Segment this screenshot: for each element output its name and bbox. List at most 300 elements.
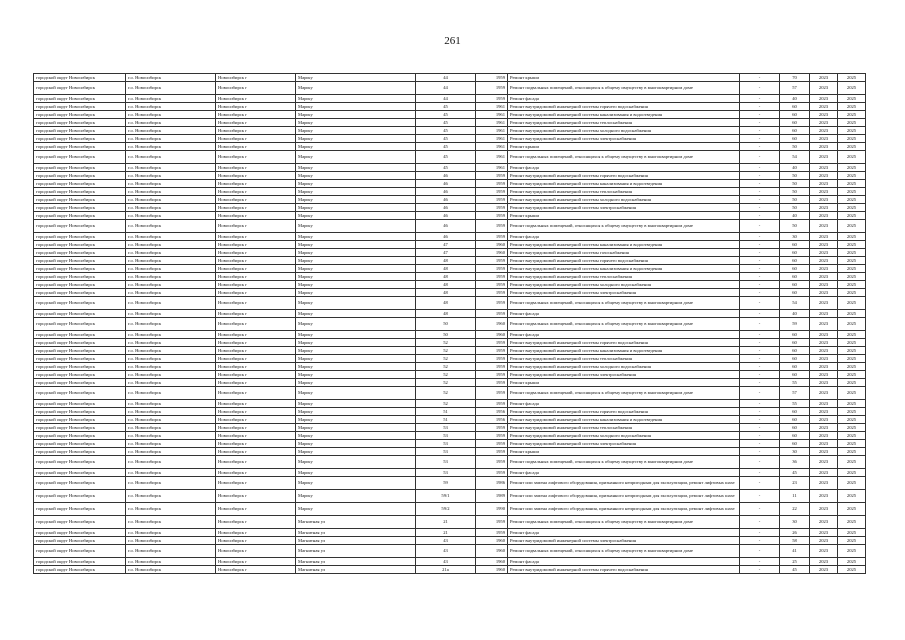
- cell-house: 45: [416, 103, 476, 111]
- cell-work: Ремонт фасада: [508, 331, 740, 339]
- cell-work: Ремонт внутридомовой инженерной системы холодного водоснабжения: [508, 196, 740, 204]
- cell-district: городской округ Новосибирск: [34, 363, 126, 371]
- cell-house: 48: [416, 297, 476, 310]
- cell-year: 1959: [476, 74, 508, 82]
- cell-street: Марьчу: [296, 196, 416, 204]
- cell-end: 2025: [838, 558, 866, 566]
- cell-district: городской округ Новосибирск: [34, 212, 126, 220]
- cell-work: Ремонт внутридомовой инженерной системы теплоснабжения: [508, 355, 740, 363]
- cell-start: 2023: [810, 363, 838, 371]
- cell-cost: 30: [780, 448, 810, 456]
- table-row: [34, 196, 866, 204]
- cell-settlement: Новосибирск г: [216, 379, 296, 387]
- cell-end: 2025: [838, 111, 866, 119]
- cell-end: 2025: [838, 281, 866, 289]
- cell-start: 2023: [810, 172, 838, 180]
- cell-end: 2025: [838, 477, 866, 490]
- cell-district: городской округ Новосибирск: [34, 416, 126, 424]
- table-row: [34, 249, 866, 257]
- table-row: [34, 477, 866, 490]
- cell-year: 1960: [476, 241, 508, 249]
- cell-house: 43: [416, 545, 476, 558]
- cell-district: городской округ Новосибирск: [34, 456, 126, 469]
- cell-city: г.о. Новосибирск: [126, 297, 216, 310]
- cell-settlement: Новосибирск г: [216, 204, 296, 212]
- cell-start: 2023: [810, 212, 838, 220]
- cell-city: г.о. Новосибирск: [126, 503, 216, 516]
- cell-start: 2023: [810, 516, 838, 529]
- cell-start: 2023: [810, 74, 838, 82]
- cell-start: 2023: [810, 273, 838, 281]
- cell-city: г.о. Новосибирск: [126, 331, 216, 339]
- cell-street: Марьчу: [296, 265, 416, 273]
- cell-district: городской округ Новосибирск: [34, 477, 126, 490]
- cell-work: Ремонт внутридомовой инженерной системы электроснабжения: [508, 440, 740, 448]
- cell-start: 2023: [810, 456, 838, 469]
- cell-year: 1959: [476, 456, 508, 469]
- cell-street: Марьчу: [296, 204, 416, 212]
- cell-cost: 60: [780, 355, 810, 363]
- cell-work: Ремонт внутридомовой инженерной системы канализования и водоотведения: [508, 416, 740, 424]
- cell-start: 2023: [810, 529, 838, 537]
- cell-city: г.о. Новосибирск: [126, 516, 216, 529]
- cell-end: 2025: [838, 503, 866, 516]
- cell-work: Ремонт подвальных помещений, относящихся к общему имуществу в многоквартирном доме: [508, 220, 740, 233]
- cell-end: 2025: [838, 265, 866, 273]
- cell-year: 1960: [476, 249, 508, 257]
- table-row: [34, 310, 866, 318]
- cell-street: Марьчу: [296, 347, 416, 355]
- cell-year: 1959: [476, 95, 508, 103]
- cell-city: г.о. Новосибирск: [126, 400, 216, 408]
- cell-house: 50: [416, 318, 476, 331]
- table-row: [34, 424, 866, 432]
- cell-end: 2025: [838, 220, 866, 233]
- cell-house: 47: [416, 249, 476, 257]
- cell-city: г.о. Новосибирск: [126, 212, 216, 220]
- cell-house: 53: [416, 440, 476, 448]
- cell-street: Марьчу: [296, 233, 416, 241]
- cell-col8: -: [740, 400, 780, 408]
- cell-city: г.о. Новосибирск: [126, 273, 216, 281]
- cell-settlement: Новосибирск г: [216, 347, 296, 355]
- cell-street: Марьчу: [296, 432, 416, 440]
- cell-year: 1989: [476, 490, 508, 503]
- cell-work: Ремонт внутридомовой инженерной системы холодного водоснабжения: [508, 432, 740, 440]
- cell-cost: 36: [780, 456, 810, 469]
- cell-house: 59/1: [416, 490, 476, 503]
- cell-settlement: Новосибирск г: [216, 111, 296, 119]
- cell-cost: 40: [780, 95, 810, 103]
- cell-start: 2023: [810, 347, 838, 355]
- cell-house: 52: [416, 339, 476, 347]
- cell-settlement: Новосибирск г: [216, 416, 296, 424]
- cell-settlement: Новосибирск г: [216, 95, 296, 103]
- cell-year: 1959: [476, 289, 508, 297]
- cell-col8: -: [740, 545, 780, 558]
- cell-house: 59/2: [416, 503, 476, 516]
- cell-street: Марьчу: [296, 318, 416, 331]
- cell-cost: 60: [780, 347, 810, 355]
- cell-house: 47: [416, 241, 476, 249]
- cell-col8: -: [740, 196, 780, 204]
- cell-col8: -: [740, 111, 780, 119]
- table-row: [34, 440, 866, 448]
- cell-year: 1961: [476, 111, 508, 119]
- cell-street: Магнитная ул: [296, 566, 416, 574]
- cell-city: г.о. Новосибирск: [126, 558, 216, 566]
- cell-end: 2025: [838, 164, 866, 172]
- cell-street: Марьчу: [296, 297, 416, 310]
- cell-city: г.о. Новосибирск: [126, 318, 216, 331]
- cell-settlement: Новосибирск г: [216, 82, 296, 95]
- cell-district: городской округ Новосибирск: [34, 408, 126, 416]
- cell-district: городской округ Новосибирск: [34, 164, 126, 172]
- cell-work: Ремонт внутридомовой инженерной системы горячего водоснабжения: [508, 103, 740, 111]
- table-row: [34, 558, 866, 566]
- cell-year: 1960: [476, 537, 508, 545]
- cell-district: городской округ Новосибирск: [34, 339, 126, 347]
- cell-house: 51: [416, 408, 476, 416]
- cell-settlement: Новосибирск г: [216, 151, 296, 164]
- cell-city: г.о. Новосибирск: [126, 74, 216, 82]
- cell-end: 2025: [838, 347, 866, 355]
- cell-year: 1959: [476, 233, 508, 241]
- cell-settlement: Новосибирск г: [216, 331, 296, 339]
- cell-start: 2023: [810, 103, 838, 111]
- cell-district: городской округ Новосибирск: [34, 490, 126, 503]
- cell-start: 2023: [810, 545, 838, 558]
- cell-city: г.о. Новосибирск: [126, 310, 216, 318]
- table-row: [34, 111, 866, 119]
- cell-district: городской округ Новосибирск: [34, 95, 126, 103]
- cell-cost: 60: [780, 289, 810, 297]
- cell-end: 2025: [838, 127, 866, 135]
- cell-city: г.о. Новосибирск: [126, 440, 216, 448]
- cell-house: 53: [416, 456, 476, 469]
- cell-city: г.о. Новосибирск: [126, 164, 216, 172]
- cell-work: Ремонт внутридомовой инженерной системы теплоснабжения: [508, 273, 740, 281]
- cell-year: 1959: [476, 220, 508, 233]
- table-row: [34, 127, 866, 135]
- cell-end: 2025: [838, 416, 866, 424]
- cell-year: 1959: [476, 448, 508, 456]
- cell-col8: -: [740, 363, 780, 371]
- table-row: [34, 379, 866, 387]
- cell-start: 2023: [810, 196, 838, 204]
- cell-cost: 50: [780, 196, 810, 204]
- cell-city: г.о. Новосибирск: [126, 545, 216, 558]
- page-number: 261: [444, 35, 461, 47]
- cell-settlement: Новосибирск г: [216, 363, 296, 371]
- table-row: [34, 400, 866, 408]
- cell-house: 52: [416, 387, 476, 400]
- cell-year: 1961: [476, 103, 508, 111]
- cell-work: Ремонт внутридомовой инженерной системы канализования и водоотведения: [508, 265, 740, 273]
- cell-street: Марьчу: [296, 387, 416, 400]
- table-row: [34, 503, 866, 516]
- cell-start: 2023: [810, 265, 838, 273]
- cell-work: Ремонт внутридомовой инженерной системы электроснабжения: [508, 289, 740, 297]
- cell-district: городской округ Новосибирск: [34, 310, 126, 318]
- cell-cost: 60: [780, 135, 810, 143]
- cell-street: Марьчу: [296, 503, 416, 516]
- cell-district: городской округ Новосибирск: [34, 180, 126, 188]
- cell-settlement: Новосибирск г: [216, 119, 296, 127]
- cell-end: 2025: [838, 371, 866, 379]
- cell-work: Ремонт подвальных помещений, относящихся к общему имуществу в многоквартирном доме: [508, 318, 740, 331]
- table-row: [34, 281, 866, 289]
- cell-street: Марьчу: [296, 289, 416, 297]
- cell-start: 2023: [810, 257, 838, 265]
- cell-district: городской округ Новосибирск: [34, 111, 126, 119]
- cell-cost: 60: [780, 416, 810, 424]
- cell-col8: -: [740, 490, 780, 503]
- cell-settlement: Новосибирск г: [216, 212, 296, 220]
- cell-house: 52: [416, 379, 476, 387]
- cell-house: 48: [416, 273, 476, 281]
- cell-col8: -: [740, 143, 780, 151]
- cell-settlement: Новосибирск г: [216, 310, 296, 318]
- cell-end: 2025: [838, 82, 866, 95]
- table-row: [34, 257, 866, 265]
- cell-district: городской округ Новосибирск: [34, 558, 126, 566]
- cell-end: 2025: [838, 318, 866, 331]
- cell-cost: 60: [780, 273, 810, 281]
- cell-street: Марьчу: [296, 363, 416, 371]
- cell-street: Марьчу: [296, 172, 416, 180]
- cell-city: г.о. Новосибирск: [126, 127, 216, 135]
- cell-settlement: Новосибирск г: [216, 257, 296, 265]
- cell-street: Магнитная ул: [296, 529, 416, 537]
- cell-work: Ремонт фасада: [508, 400, 740, 408]
- cell-end: 2025: [838, 297, 866, 310]
- cell-work: Ремонт внутридомовой инженерной системы канализования и водоотведения: [508, 347, 740, 355]
- cell-end: 2025: [838, 196, 866, 204]
- cell-city: г.о. Новосибирск: [126, 281, 216, 289]
- cell-city: г.о. Новосибирск: [126, 241, 216, 249]
- cell-start: 2023: [810, 566, 838, 574]
- cell-start: 2023: [810, 151, 838, 164]
- cell-cost: 60: [780, 281, 810, 289]
- cell-cost: 40: [780, 164, 810, 172]
- cell-district: городской округ Новосибирск: [34, 188, 126, 196]
- cell-city: г.о. Новосибирск: [126, 408, 216, 416]
- cell-end: 2025: [838, 456, 866, 469]
- cell-end: 2025: [838, 440, 866, 448]
- cell-year: 1959: [476, 273, 508, 281]
- cell-street: Марьчу: [296, 281, 416, 289]
- cell-col8: -: [740, 95, 780, 103]
- cell-district: городской округ Новосибирск: [34, 529, 126, 537]
- cell-work: Ремонт внутридомовой инженерной системы горячего водоснабжения: [508, 172, 740, 180]
- cell-house: 45: [416, 127, 476, 135]
- cell-end: 2025: [838, 469, 866, 477]
- cell-end: 2025: [838, 103, 866, 111]
- cell-start: 2023: [810, 204, 838, 212]
- cell-end: 2025: [838, 233, 866, 241]
- cell-city: г.о. Новосибирск: [126, 424, 216, 432]
- cell-city: г.о. Новосибирск: [126, 363, 216, 371]
- cell-street: Марьчу: [296, 448, 416, 456]
- cell-end: 2025: [838, 408, 866, 416]
- cell-house: 53: [416, 424, 476, 432]
- cell-year: 1959: [476, 204, 508, 212]
- cell-col8: -: [740, 151, 780, 164]
- cell-start: 2023: [810, 297, 838, 310]
- cell-start: 2023: [810, 318, 838, 331]
- cell-street: Марьчу: [296, 220, 416, 233]
- cell-settlement: Новосибирск г: [216, 566, 296, 574]
- cell-settlement: Новосибирск г: [216, 424, 296, 432]
- cell-year: 1959: [476, 355, 508, 363]
- cell-settlement: Новосибирск г: [216, 241, 296, 249]
- cell-district: городской округ Новосибирск: [34, 566, 126, 574]
- cell-city: г.о. Новосибирск: [126, 469, 216, 477]
- table-row: [34, 172, 866, 180]
- cell-district: городской округ Новосибирск: [34, 220, 126, 233]
- cell-year: 1959: [476, 529, 508, 537]
- cell-street: Марьчу: [296, 490, 416, 503]
- table-row: [34, 566, 866, 574]
- cell-year: 1959: [476, 387, 508, 400]
- cell-work: Ремонт или замена лифтового оборудования, признанного непригодным для эксплуатации, ремонт лифтовых шахт: [508, 490, 740, 503]
- cell-work: Ремонт подвальных помещений, относящихся к общему имуществу в многоквартирном доме: [508, 545, 740, 558]
- cell-city: г.о. Новосибирск: [126, 220, 216, 233]
- cell-start: 2023: [810, 310, 838, 318]
- cell-street: Марьчу: [296, 74, 416, 82]
- cell-settlement: Новосибирск г: [216, 545, 296, 558]
- cell-street: Марьчу: [296, 379, 416, 387]
- cell-start: 2023: [810, 164, 838, 172]
- cell-work: Ремонт подвальных помещений, относящихся к общему имуществу в многоквартирном доме: [508, 456, 740, 469]
- cell-work: Ремонт внутридомовой инженерной системы канализования и водоотведения: [508, 180, 740, 188]
- cell-house: 43: [416, 558, 476, 566]
- cell-year: 1959: [476, 440, 508, 448]
- cell-house: 53: [416, 432, 476, 440]
- cell-col8: -: [740, 440, 780, 448]
- cell-cost: 26: [780, 529, 810, 537]
- cell-street: Марьчу: [296, 477, 416, 490]
- cell-end: 2025: [838, 289, 866, 297]
- cell-settlement: Новосибирск г: [216, 196, 296, 204]
- cell-district: городской округ Новосибирск: [34, 331, 126, 339]
- cell-year: 1961: [476, 119, 508, 127]
- cell-year: 1956: [476, 416, 508, 424]
- cell-cost: 60: [780, 371, 810, 379]
- table-row: [34, 143, 866, 151]
- table-row: [34, 318, 866, 331]
- cell-street: Марьчу: [296, 469, 416, 477]
- table-row: [34, 363, 866, 371]
- cell-end: 2025: [838, 545, 866, 558]
- cell-year: 1961: [476, 135, 508, 143]
- cell-start: 2023: [810, 180, 838, 188]
- cell-year: 1959: [476, 188, 508, 196]
- cell-city: г.о. Новосибирск: [126, 82, 216, 95]
- cell-house: 59: [416, 477, 476, 490]
- cell-year: 1959: [476, 432, 508, 440]
- cell-cost: 60: [780, 408, 810, 416]
- cell-year: 1960: [476, 558, 508, 566]
- cell-end: 2025: [838, 516, 866, 529]
- cell-district: городской округ Новосибирск: [34, 537, 126, 545]
- cell-city: г.о. Новосибирск: [126, 537, 216, 545]
- cell-end: 2025: [838, 273, 866, 281]
- cell-end: 2025: [838, 74, 866, 82]
- cell-start: 2023: [810, 188, 838, 196]
- cell-street: Марьчу: [296, 127, 416, 135]
- cell-end: 2025: [838, 188, 866, 196]
- cell-work: Ремонт крыши: [508, 74, 740, 82]
- cell-work: Ремонт или замена лифтового оборудования, признанного непригодным для эксплуатации, ремонт лифтовых шахт: [508, 503, 740, 516]
- cell-col8: -: [740, 74, 780, 82]
- cell-cost: 60: [780, 241, 810, 249]
- cell-settlement: Новосибирск г: [216, 127, 296, 135]
- cell-end: 2025: [838, 172, 866, 180]
- cell-start: 2023: [810, 400, 838, 408]
- cell-district: городской округ Новосибирск: [34, 82, 126, 95]
- cell-house: 45: [416, 119, 476, 127]
- cell-end: 2025: [838, 363, 866, 371]
- cell-start: 2023: [810, 537, 838, 545]
- cell-col8: -: [740, 172, 780, 180]
- cell-col8: -: [740, 233, 780, 241]
- cell-cost: 50: [780, 180, 810, 188]
- cell-col8: -: [740, 387, 780, 400]
- cell-year: 1961: [476, 151, 508, 164]
- cell-end: 2025: [838, 143, 866, 151]
- cell-district: городской округ Новосибирск: [34, 196, 126, 204]
- cell-end: 2025: [838, 490, 866, 503]
- cell-street: Марьчу: [296, 339, 416, 347]
- cell-year: 1961: [476, 143, 508, 151]
- cell-start: 2023: [810, 440, 838, 448]
- cell-end: 2025: [838, 135, 866, 143]
- cell-settlement: Новосибирск г: [216, 529, 296, 537]
- cell-street: Марьчу: [296, 95, 416, 103]
- cell-end: 2025: [838, 355, 866, 363]
- cell-work: Ремонт внутридомовой инженерной системы теплоснабжения: [508, 188, 740, 196]
- cell-district: городской округ Новосибирск: [34, 143, 126, 151]
- cell-house: 21а: [416, 566, 476, 574]
- table-row: [34, 273, 866, 281]
- cell-work: Ремонт крыши: [508, 212, 740, 220]
- cell-cost: 25: [780, 558, 810, 566]
- cell-start: 2023: [810, 379, 838, 387]
- cell-house: 52: [416, 400, 476, 408]
- cell-street: Марьчу: [296, 310, 416, 318]
- cell-work: Ремонт подвальных помещений, относящихся к общему имуществу в многоквартирном доме: [508, 297, 740, 310]
- cell-col8: -: [740, 135, 780, 143]
- cell-cost: 50: [780, 220, 810, 233]
- cell-col8: -: [740, 188, 780, 196]
- cell-settlement: Новосибирск г: [216, 400, 296, 408]
- cell-street: Марьчу: [296, 212, 416, 220]
- cell-year: 1959: [476, 424, 508, 432]
- cell-start: 2023: [810, 289, 838, 297]
- cell-city: г.о. Новосибирск: [126, 95, 216, 103]
- cell-house: 44: [416, 82, 476, 95]
- cell-house: 45: [416, 143, 476, 151]
- cell-cost: 60: [780, 331, 810, 339]
- cell-cost: 60: [780, 440, 810, 448]
- cell-col8: -: [740, 416, 780, 424]
- cell-work: Ремонт внутридомовой инженерной системы холодного водоснабжения: [508, 363, 740, 371]
- cell-district: городской округ Новосибирск: [34, 355, 126, 363]
- cell-house: 46: [416, 233, 476, 241]
- cell-cost: 22: [780, 503, 810, 516]
